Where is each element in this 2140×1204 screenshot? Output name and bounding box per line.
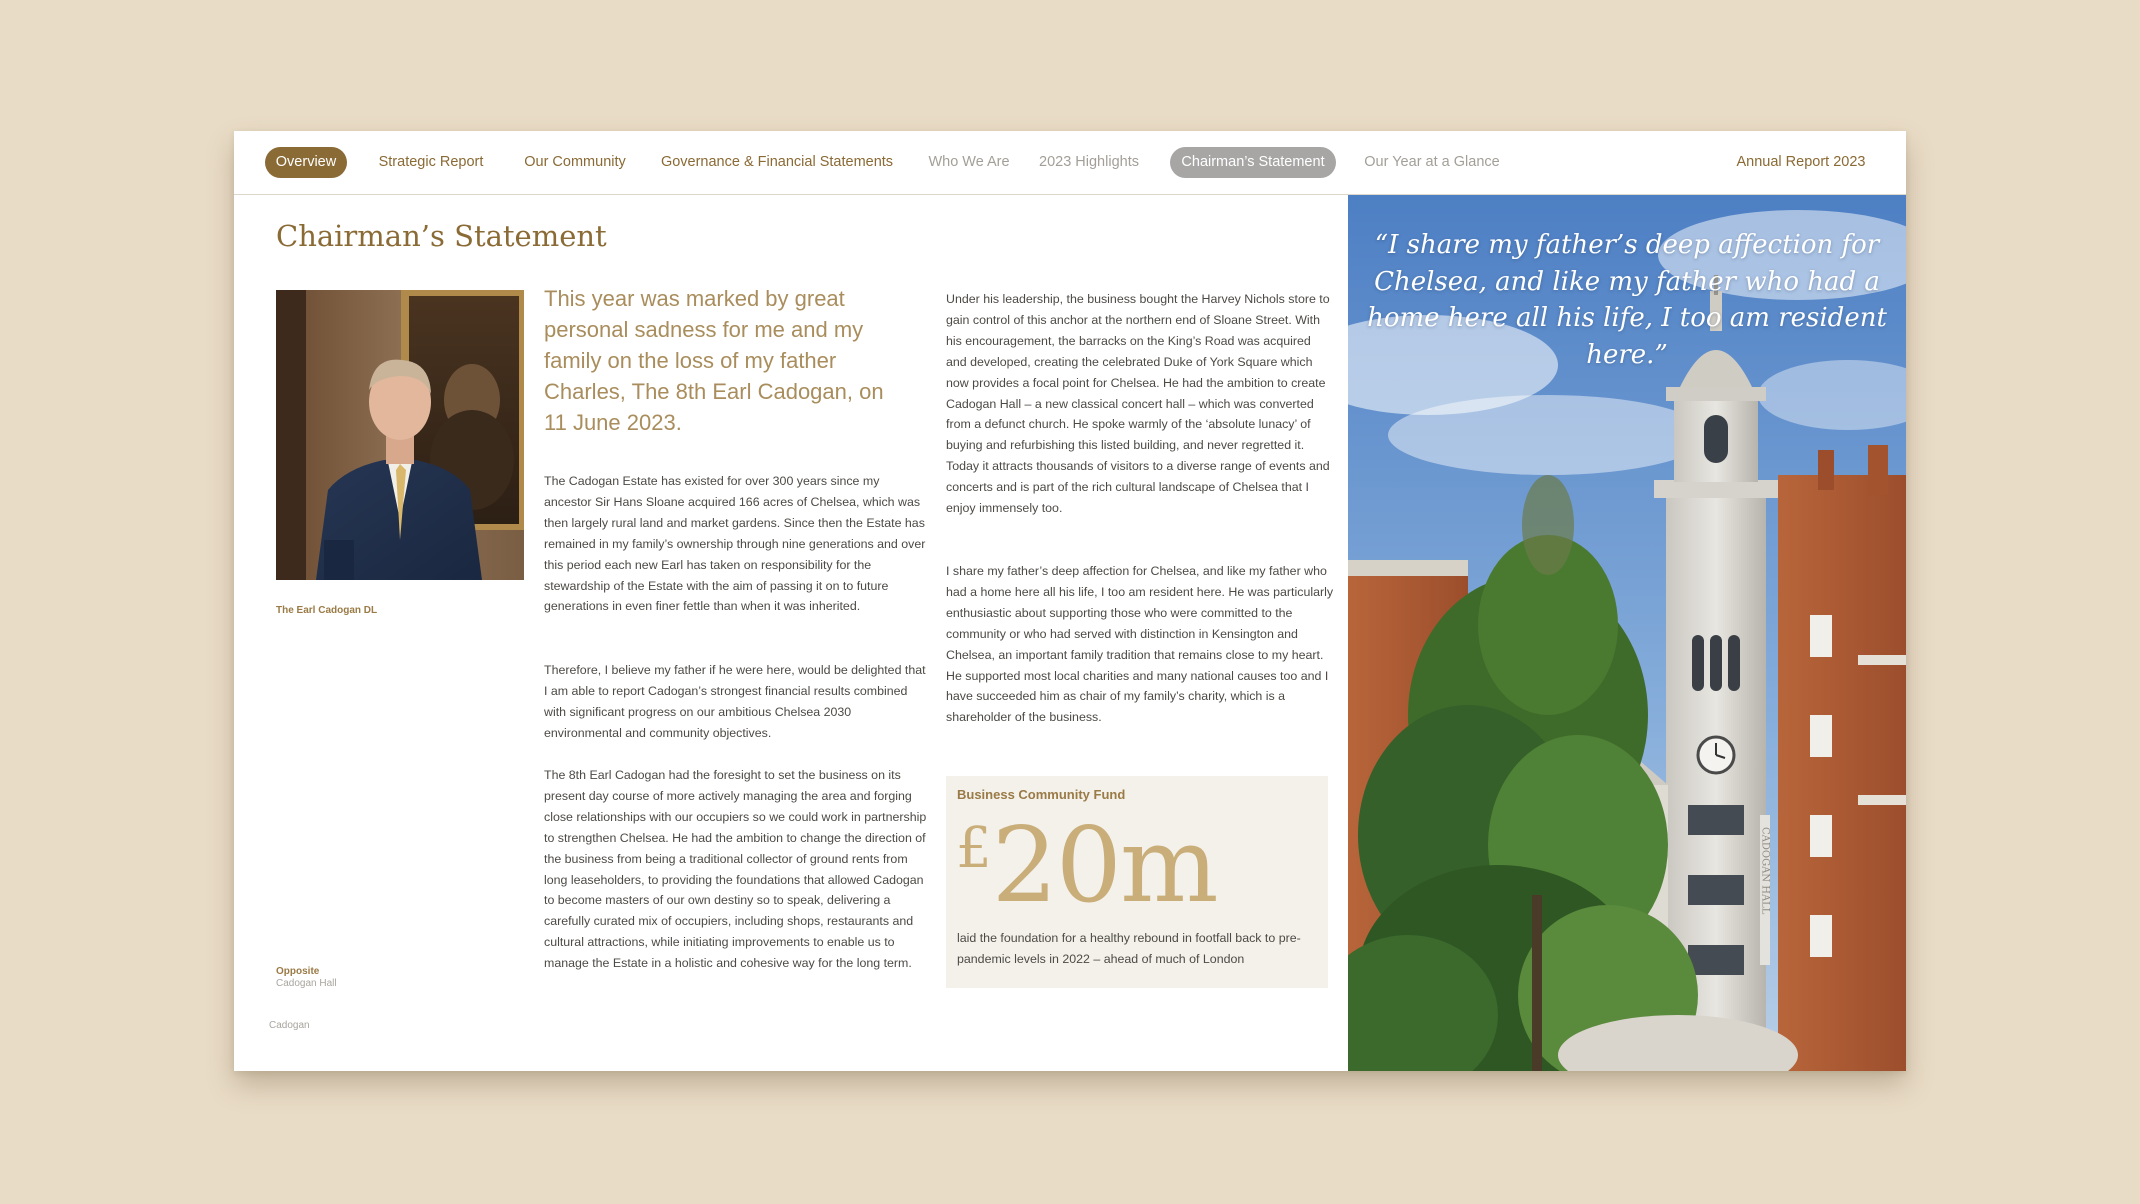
nav-tab-governance[interactable]: Governance & Financial Statements [660, 154, 894, 170]
fund-label: Business Community Fund [957, 787, 1126, 802]
fund-description: laid the foundation for a healthy rebound in footfall back to pre-pandemic levels in 2022 – ahead of much of London [957, 931, 1301, 966]
nav-tab-overview[interactable]: Overview [265, 147, 347, 178]
nav-tab-year-at-a-glance[interactable]: Our Year at a Glance [1364, 154, 1500, 170]
page-title: Chairman’s Statement [276, 219, 607, 253]
nav-tab-our-community[interactable]: Our Community [524, 154, 626, 170]
nav-tab-chairmans-statement[interactable]: Chairman’s Statement [1170, 147, 1336, 178]
building-sign-text: CADOGAN HALL [1759, 827, 1771, 915]
fund-highlight-box [946, 776, 1328, 988]
portrait-caption: The Earl Cadogan DL [276, 605, 378, 616]
body-paragraph-2: Therefore, I believe my father if he were here, would be delighted that I am able to report Cadogan’s strongest financial results combined with significant progress on our ambitious Chelsea 2030 environmental and community objectives. [544, 663, 926, 740]
body-paragraph-5: I share my father’s deep affection for Chelsea, and like my father who had a home here all his life, I too am resident here. He was particularly enthusiastic about supporting those who were committed to the community or who had served with distinction in Kensington and Chelsea, an important family tradition that remains close to my heart. He supported most local charities and many national causes too and I have succeeded him as chair of my family’s charity, which is a shareholder of the business. [946, 564, 1334, 725]
footer-brand: Cadogan [269, 1020, 310, 1031]
pull-quote: “I share my father’s deep affection for Chelsea, and like my father who had a home here all his life, I too am resident here.” [1367, 230, 1887, 370]
fund-amount [956, 804, 1217, 926]
chairman-portrait [276, 290, 524, 580]
body-paragraph-4: Under his leadership, the business bought the Harvey Nichols store to gain control of this anchor at the northern end of Sloane Street. With his encouragement, the barracks on the King’s Road was acquired and developed, creating the celebrated Duke of York Square which now provides a focal point for Chelsea. He had the ambition to create Cadogan Hall – a new classical concert hall – which was converted from a defunct church. He spoke warmly of the ‘absolute lunacy’ of buying and refurbishing this listed building, and never regretted it. Today it attracts thousands of visitors to a diverse range of events and concerts and is part of the rich cultural landscape of Chelsea that I enjoy immensely too. [946, 292, 1330, 516]
top-nav [234, 131, 1906, 195]
lead-paragraph: This year was marked by great personal sadness for me and my family on the loss of my father Charles, The 8th Earl Cadogan, on 11 June 2023. [544, 286, 884, 435]
nav-tab-who-we-are[interactable]: Who We Are [928, 154, 1010, 170]
body-paragraph-3: The 8th Earl Cadogan had the foresight to set the business on its present day course of more actively managing the area and forging close relationships with our occupiers so we could work in partnership to strengthen Chelsea. He had the ambition to change the direction of the business from being a traditional collector of ground rents from long leaseholders, to providing the foundations that allowed Cadogan to become masters of our own destiny so to speak, delivering a carefully curated mix of occupiers, including shops, restaurants and cultural attractions, while initiating improvements to enable us to manage the Estate in a holistic and cohesive way for the long term. [544, 768, 927, 971]
fund-value: 20m [991, 804, 1217, 926]
nav-tab-2023-highlights[interactable]: 2023 Highlights [1039, 154, 1139, 170]
report-spread [234, 131, 1906, 1071]
opposite-label: Opposite [276, 966, 320, 977]
body-paragraph-1: The Cadogan Estate has existed for over 300 years since my ancestor Sir Hans Sloane acquired 166 acres of Chelsea, which was then largely rural land and market gardens. Since then the Estate has remained in my family’s ownership through nine generations and over this period each new Earl has taken on responsibility for the stewardship of the Estate with the aim of passing it on to future generations in even finer fettle than when it was inherited. [544, 474, 926, 614]
fund-currency: £ [956, 816, 992, 881]
opposite-value: Cadogan Hall [276, 978, 337, 989]
annual-report-link[interactable]: Annual Report 2023 [1736, 154, 1866, 170]
nav-tab-strategic-report[interactable]: Strategic Report [378, 154, 484, 170]
